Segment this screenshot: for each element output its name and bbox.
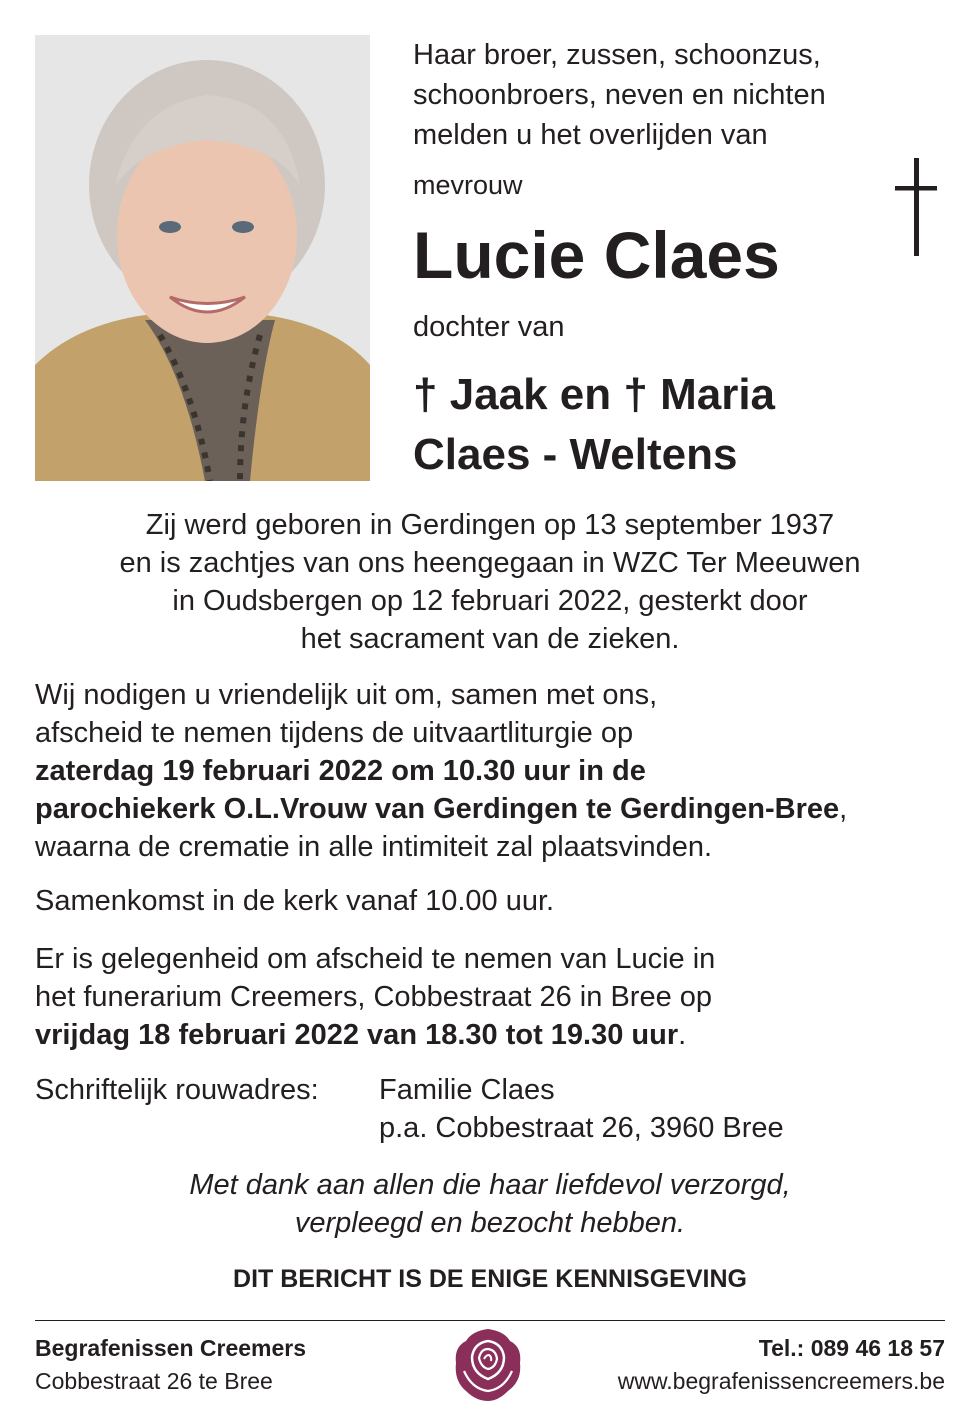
deceased-name: Lucie Claes (413, 218, 780, 292)
ceremony-date: zaterdag 19 februari 2022 om 10.30 uur in de (35, 755, 646, 787)
rose-icon (452, 1327, 524, 1403)
notice-text: DIT BERICHT IS DE ENIGE KENNISGEVING (233, 1265, 747, 1293)
intro-line: Haar broer, zussen, schoonzus, (413, 39, 821, 71)
paragraph-line: het sacrament van de zieken. (300, 623, 680, 655)
parents-names (413, 365, 775, 485)
phone-number: Tel.: 089 46 18 57 (758, 1335, 945, 1361)
gathering-line: Samenkomst in de kerk vanaf 10.00 uur. (35, 885, 555, 917)
parents-line-2: Claes - Weltens (413, 430, 738, 479)
paragraph-line: Er is gelegenheid om afscheid te nemen van Lucie in (35, 943, 716, 975)
cross-icon (893, 158, 939, 263)
portrait-photo (35, 35, 370, 481)
paragraph-line: het funerarium Creemers, Cobbestraat 26 in Bree op (35, 981, 713, 1013)
paragraph-line: afscheid te nemen tijdens de uitvaartliturgie op (35, 717, 634, 749)
intro-text (413, 35, 933, 155)
invitation-paragraph (35, 676, 965, 866)
portrait-illustration (35, 35, 370, 481)
gathering-text (35, 882, 965, 920)
paragraph-line: Wij nodigen u vriendelijk uit om, samen met ons, (35, 679, 658, 711)
paragraph-line: Zij werd geboren in Gerdingen op 13 september 1937 (145, 509, 835, 541)
intro-line: schoonbroers, neven en nichten (413, 79, 826, 111)
thanks-line: verpleegd en bezocht hebben. (294, 1207, 686, 1239)
birth-death-paragraph (0, 506, 980, 658)
intro-line: melden u het overlijden van (413, 119, 768, 151)
thanks-text (0, 1166, 980, 1242)
punctuation: , (839, 793, 848, 825)
company-name: Begrafenissen Creemers (35, 1335, 307, 1361)
farewell-paragraph (35, 940, 965, 1054)
website-link[interactable]: www.begrafenissencreemers.be (617, 1368, 945, 1394)
paragraph-line: en is zachtjes van ons heengegaan in WZC Ter Meeuwen (119, 547, 861, 579)
footer-divider (35, 1320, 945, 1321)
address-line: p.a. Cobbestraat 26, 3960 Bree (379, 1112, 784, 1144)
address-line: Familie Claes (379, 1074, 555, 1106)
paragraph-line: in Oudsbergen op 12 februari 2022, gesterkt door (172, 585, 808, 617)
address-block (379, 1071, 784, 1147)
farewell-date: vrijdag 18 februari 2022 van 18.30 tot 19.30 uur (35, 1019, 679, 1051)
ceremony-location: parochiekerk O.L.Vrouw van Gerdingen te Gerdingen-Bree (35, 793, 840, 825)
company-address: Cobbestraat 26 te Bree (35, 1368, 273, 1394)
parents-line-1: † Jaak en † Maria (413, 370, 776, 419)
thanks-line: Met dank aan allen die haar liefdevol verzorgd, (189, 1169, 791, 1201)
title-prefix: mevrouw (413, 170, 523, 200)
punctuation: . (678, 1019, 687, 1051)
address-label: Schriftelijk rouwadres: (35, 1074, 319, 1106)
paragraph-line: waarna de crematie in alle intimiteit zal plaatsvinden. (35, 831, 713, 863)
relation-text: dochter van (413, 311, 565, 343)
